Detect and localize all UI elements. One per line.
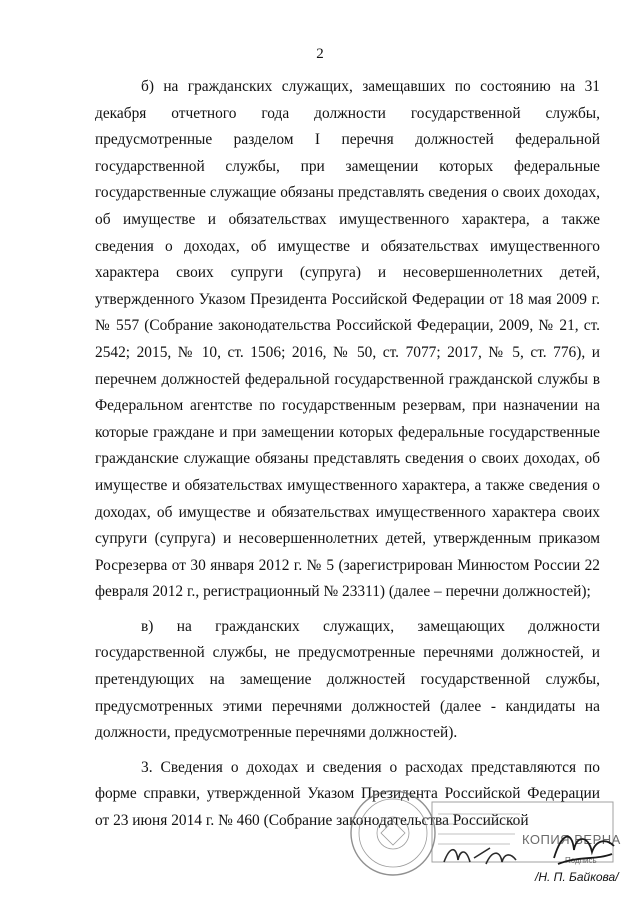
paragraph-v: в) на гражданских служащих, замещающих должности государственной службы, не предусмотренные перечнями должностей, и претендующих на замещение должностей государственной службы, предусмотренных этими перечнями должностей (далее - кандидаты на должности, предусмотренные перечнями должностей). [95,617,600,742]
signature-caption: Подпись [565,856,597,865]
document-body [95,74,600,835]
page-number: 2 [316,46,324,62]
paragraph-b: б) на гражданских служащих, замещавших по состоянию на 31 декабря отчетного года должности государственной службы, предусмотренные разделом I перечня должностей федеральной государственной службы, при замещении которых федеральные государственные служащие обязаны представлять сведения о своих доходах, об имуществе и обязательствах имущественного характера, а также сведения о доходах, об имуществе и обязательствах имущественного характера своих супруги (супруга) и несовершеннолетних детей, утвержденного Указом Президента Российской Федерации от 18 мая 2009 г. № 557 (Собрание законодательства Российской Федерации, 2009, № 21, ст. 2542; 2015, № 10, ст. 1506; 2016, № 50, ст. 7077; 2017, № 5, ст. 776), и перечнем должностей федеральной государственной гражданской службы в Федеральном агентстве по государственным резервам, при назначении на которые граждане и при замещении которых федеральные государственные гражданские служащие обязаны представлять сведения о своих доходах, об имуществе и обязательствах имущественного характера, а также сведения о доходах, об имуществе и обязательствах имущественного характера своих супруги (супруга) и несовершеннолетних детей, утвержденным приказом Росрезерва от 30 января 2012 г. № 5 (зарегистрирован Минюстом России 22 февраля 2012 г., регистрационный № 23311) (далее – перечни должностей); [95,78,600,601]
signature-icon [548,824,618,872]
round-seal-icon [348,788,438,878]
paragraph-spacer [95,747,600,755]
paragraph-spacer [95,606,600,614]
paragraph-3: 3. Сведения о доходах и сведения о расходах представляются по форме справки, утвержденной Указом Президента Российской Федерации от 23 июня 2014 г. № 460 (Собрание законодательства Российской [95,758,600,830]
handwritten-date-icon [440,840,520,870]
signer-name: /Н. П. Байкова/ [535,870,619,884]
copy-certified-label: КОПИЯ ВЕРНА [522,832,621,847]
